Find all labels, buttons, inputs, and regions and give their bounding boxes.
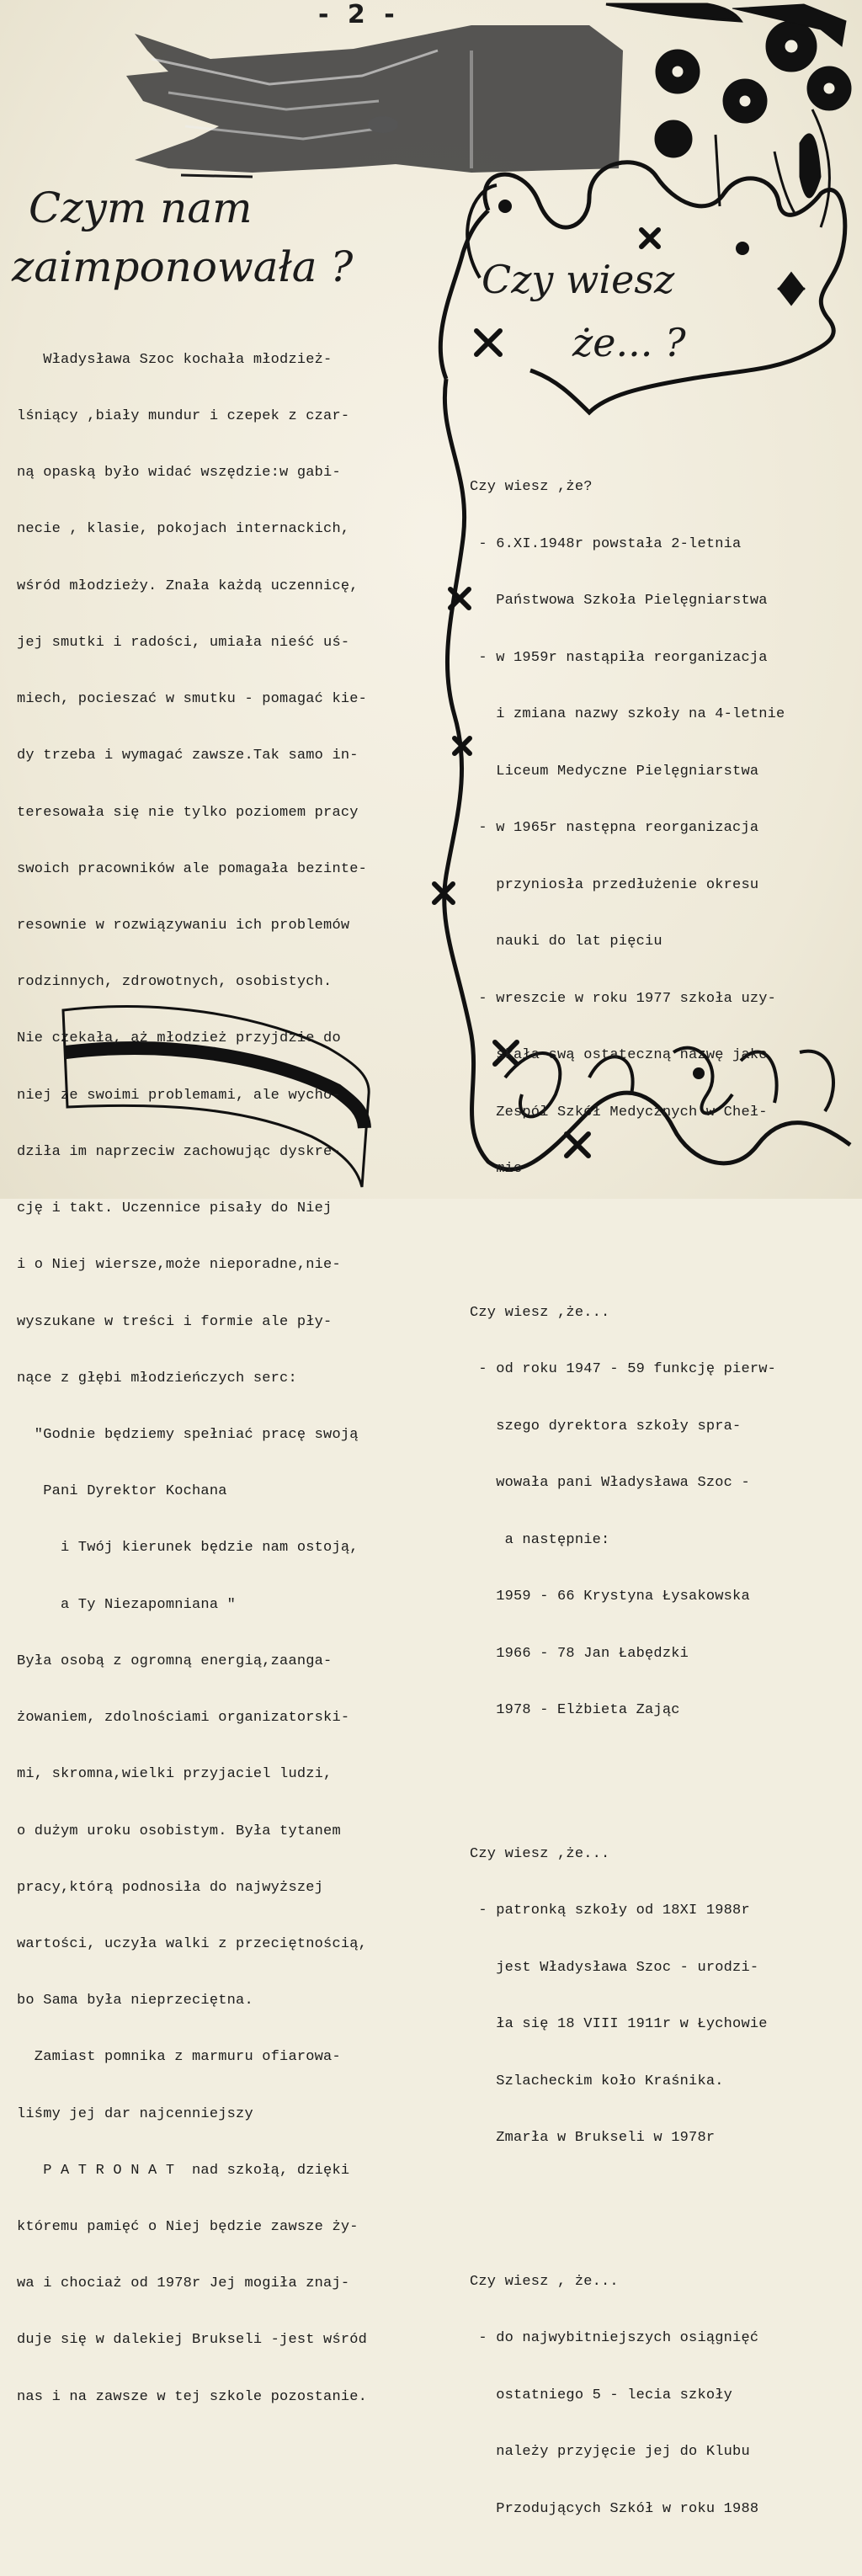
section-line: ostatniego 5 - lecia szkoły <box>470 2387 733 2403</box>
section-heading: Czy wiesz ,że... <box>470 1304 610 1321</box>
article-line: Władysława Szoc kochała młodzież- <box>17 351 333 368</box>
article-line: pracy,którą podnosiła do najwyższej <box>17 1879 324 1896</box>
section-line: 1959 - 66 Krystyna Łysakowska <box>470 1589 750 1605</box>
did-you-know-section-directors <box>470 1266 840 1759</box>
section-line: 1966 - 78 Jan Łabędzki <box>470 1645 689 1662</box>
section-heading: Czy wiesz , że... <box>470 2273 619 2290</box>
article-line: i o Niej wiersze,może nieporadne,nie- <box>17 1257 341 1274</box>
page-number: - 2 - <box>318 0 400 29</box>
article-line: rodzinnych, zdrowotnych, osobistych. <box>17 974 333 991</box>
right-heading-line2: że... ? <box>572 320 686 365</box>
section-line: - patronką szkoły od 18XI 1988r <box>470 1903 750 1919</box>
article-line: cję i takt. Uczennice pisały do Niej <box>17 1200 333 1217</box>
article-line: ną opaską było widać wszędzie:w gabi- <box>17 465 341 482</box>
article-line: wartości, uczyła walki z przeciętnością, <box>17 1935 368 1952</box>
section-line: - 6.XI.1948r powstała 2-letnia <box>470 535 742 552</box>
article-line: wśród młodzieży. Znała każdą uczennicę, <box>17 577 359 594</box>
section-line: jest Władysława Szoc - urodzi- <box>470 1959 759 1976</box>
section-line: Państwowa Szkoła Pielęgniarstwa <box>470 593 768 609</box>
article-line: Zamiast pomnika z marmuru ofiarowa- <box>17 2049 341 2066</box>
article-line: nas i na zawsze w tej szkole pozostanie. <box>17 2388 368 2405</box>
section-line: - od roku 1947 - 59 funkcję pierw- <box>470 1361 777 1377</box>
article-line: bo Sama była nieprzeciętna. <box>17 1993 253 2009</box>
did-you-know-section-achievements <box>470 2235 840 2557</box>
poem-line: "Godnie będziemy spełniać pracę swoją <box>17 1426 359 1443</box>
article-line: jej smutki i radości, umiała nieść uś- <box>17 634 350 651</box>
article-line: nące z głębi młodzieńczych serc: <box>17 1370 297 1386</box>
article-line: lśniący ,biały mundur i czepek z czar- <box>17 408 350 425</box>
section-line: przyniosła przedłużenie okresu <box>470 876 759 893</box>
section-line: Zmarła w Brukseli w 1978r <box>470 2130 716 2146</box>
right-heading-line1: Czy wiesz <box>482 257 675 302</box>
left-article <box>17 313 455 2426</box>
did-you-know-column <box>470 402 840 2576</box>
article-line: liśmy jej dar najcenniejszy <box>17 2105 253 2122</box>
section-line: Szlacheckim koło Kraśnika. <box>470 2073 724 2089</box>
article-line: necie , klasie, pokojach internackich, <box>17 521 350 538</box>
section-line: - w 1965r następna reorganizacja <box>470 820 759 836</box>
article-line: dziła im naprzeciw zachowując dyskre- <box>17 1143 341 1160</box>
section-line: - w 1959r nastąpiła reorganizacja <box>470 649 768 666</box>
section-line: należy przyjęcie jej do Klubu <box>470 2444 750 2460</box>
section-line: - wreszcie w roku 1977 szkoła uzy- <box>470 990 777 1007</box>
article-line: mi, skromna,wielki przyjaciel ludzi, <box>17 1766 333 1783</box>
article-line: wyszukane w treści i formie ale pły- <box>17 1313 333 1330</box>
flower-illustration <box>606 4 851 227</box>
left-heading-line2: zaimponowała ? <box>12 242 354 291</box>
poem-line: Pani Dyrektor Kochana <box>17 1483 227 1500</box>
article-line: o dużym uroku osobistym. Była tytanem <box>17 1823 341 1839</box>
section-line: i zmiana nazwy szkoły na 4-letnie <box>470 706 785 722</box>
article-line: P A T R O N A T nad szkołą, dzięki <box>17 2162 350 2179</box>
section-line: skała swą ostateczną nazwę jako <box>470 1047 768 1063</box>
section-line: nauki do lat pięciu <box>470 934 662 950</box>
did-you-know-section-patron <box>470 1807 840 2186</box>
section-line: Liceum Medyczne Pielęgniarstwa <box>470 763 759 780</box>
article-line: teresowała się nie tylko poziomem pracy <box>17 804 359 821</box>
left-heading-line1: Czym nam <box>29 184 253 232</box>
poem-line: a Ty Niezapomniana " <box>17 1596 237 1613</box>
section-line: 1978 - Elżbieta Zając <box>470 1702 680 1718</box>
section-line: Zespół Szkół Medycznych w Cheł- <box>470 1104 768 1120</box>
section-heading: Czy wiesz ,że? <box>470 479 593 495</box>
article-line: Nie czekała, aż młodzież przyjdzie do <box>17 1030 341 1047</box>
article-line: swoich pracowników ale pomagała bezinte- <box>17 860 368 877</box>
article-line: duje się w dalekiej Brukseli -jest wśród <box>17 2332 368 2349</box>
section-line: - do najwybitniejszych osiągnięć <box>470 2330 759 2346</box>
article-line: resownie w rozwiązywaniu ich problemów <box>17 918 350 934</box>
article-line: Była osobą z ogromną energią,zaanga- <box>17 1653 333 1669</box>
poem-line: i Twój kierunek będzie nam ostoją, <box>17 1540 359 1557</box>
section-line: ła się 18 VIII 1911r w Łychowie <box>470 2016 768 2032</box>
article-line: żowaniem, zdolnościami organizatorski- <box>17 1710 350 1727</box>
section-line: Przodujących Szkół w roku 1988 <box>470 2500 759 2517</box>
article-line: miech, pocieszać w smutku - pomagać kie- <box>17 691 368 708</box>
article-line: niej ze swoimi problemami, ale wycho- <box>17 1087 341 1104</box>
article-line: dy trzeba i wymagać zawsze.Tak samo in- <box>17 748 359 764</box>
did-you-know-section-founding <box>470 440 840 1217</box>
section-heading: Czy wiesz ,że... <box>470 1845 610 1862</box>
section-line: a następnie: <box>470 1531 610 1548</box>
hand-illustration <box>126 25 623 177</box>
section-line: wowała pani Władysława Szoc - <box>470 1475 750 1491</box>
section-line: mie <box>470 1161 523 1177</box>
article-line: któremu pamięć o Niej będzie zawsze ży- <box>17 2219 359 2236</box>
section-line: szego dyrektora szkoły spra- <box>470 1418 742 1434</box>
article-line: wa i chociaż od 1978r Jej mogiła znaj- <box>17 2275 350 2292</box>
